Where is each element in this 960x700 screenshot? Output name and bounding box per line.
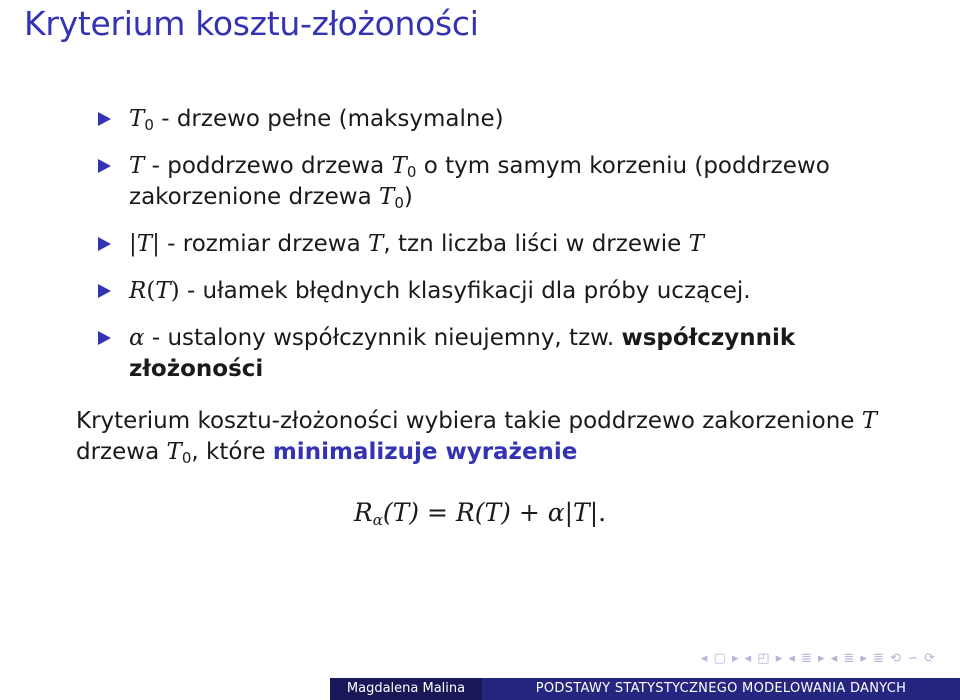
paragraph-text: , które	[191, 439, 273, 465]
triangle-bullet-icon	[98, 284, 111, 298]
math-symbol: T	[861, 408, 878, 434]
triangle-bullet-icon	[98, 331, 111, 345]
list-item	[96, 276, 896, 307]
math-symbol: T	[129, 153, 145, 179]
math-subscript: 0	[144, 116, 154, 134]
list-item	[96, 104, 896, 135]
bullet-list	[96, 104, 896, 401]
footer-course-title: PODSTAWY STATYSTYCZNEGO MODELOWANIA DANYCH	[482, 678, 960, 700]
item-text: - ustalony współczynnik nieujemny, tzw.	[144, 325, 622, 351]
math-symbol: T	[166, 439, 182, 465]
formula-lhs-arg: (T)	[382, 498, 420, 527]
item-text: , tzn liczba liści w drzewie	[383, 231, 689, 257]
emphasis-text: minimalizuje wyrażenie	[272, 439, 578, 465]
formula-bar: |	[589, 498, 599, 527]
definition-paragraph	[76, 406, 936, 468]
math-symbol: |	[152, 231, 160, 257]
item-text: - drzewo pełne (maksymalne)	[161, 106, 504, 132]
math-symbol: T	[368, 231, 384, 257]
paragraph-text: drzewa	[76, 439, 167, 465]
triangle-bullet-icon	[98, 112, 111, 126]
math-symbol: T	[136, 231, 153, 257]
footer	[0, 678, 960, 700]
math-symbol: R	[129, 278, 147, 304]
item-text: - rozmiar drzewa	[159, 231, 369, 257]
math-symbol: α	[129, 325, 145, 351]
list-item	[96, 229, 896, 260]
formula-equals: =	[419, 498, 456, 527]
formula-R: R	[353, 498, 373, 527]
beamer-navigation-icons[interactable]: ◂ ▢ ▸ ◂ ◰ ▸ ◂ ≣ ▸ ◂ ≣ ▸ ≣ ⟲ ∽ ⟳	[700, 651, 936, 666]
math-subscript: 0	[394, 194, 404, 212]
math-symbol: )	[170, 278, 180, 304]
math-subscript: 0	[406, 163, 417, 181]
slide-title: Kryterium kosztu-złożoności	[24, 4, 479, 43]
math-subscript: 0	[181, 449, 192, 467]
item-text: )	[403, 184, 413, 210]
formula-rhs-arg: (T)	[474, 498, 511, 527]
math-symbol: T	[391, 153, 407, 179]
math-symbol: (	[146, 278, 156, 304]
list-item	[96, 323, 896, 385]
math-symbol: T	[155, 278, 171, 304]
list-item	[96, 151, 896, 213]
formula-plus: +	[510, 498, 548, 527]
formula-R: R	[455, 498, 475, 527]
math-symbol: T	[379, 184, 395, 210]
item-text: - poddrzewo drzewa	[144, 153, 392, 179]
triangle-bullet-icon	[98, 237, 111, 251]
formula-alpha: α	[547, 498, 565, 527]
paragraph-text: Kryterium kosztu-złożoności wybiera takie poddrzewo zakorzenione	[76, 408, 862, 434]
footer-author: Magdalena Malina	[330, 678, 482, 700]
formula-bar: |	[564, 498, 574, 527]
item-text: o tym samym korzeniu (poddrzewo zakorzenione drzewa	[129, 153, 830, 210]
formula-period: .	[598, 498, 607, 527]
math-symbol: |	[129, 231, 137, 257]
math-symbol: T	[688, 231, 704, 257]
formula-subscript-alpha: α	[372, 511, 383, 529]
formula	[0, 498, 960, 527]
math-symbol: T	[129, 106, 145, 132]
item-text: - ułamek błędnych klasyfikacji dla próby uczącej.	[179, 278, 751, 304]
triangle-bullet-icon	[98, 159, 111, 173]
item-bold-term: współczynnik złożoności	[129, 325, 796, 382]
formula-T: T	[573, 498, 590, 527]
